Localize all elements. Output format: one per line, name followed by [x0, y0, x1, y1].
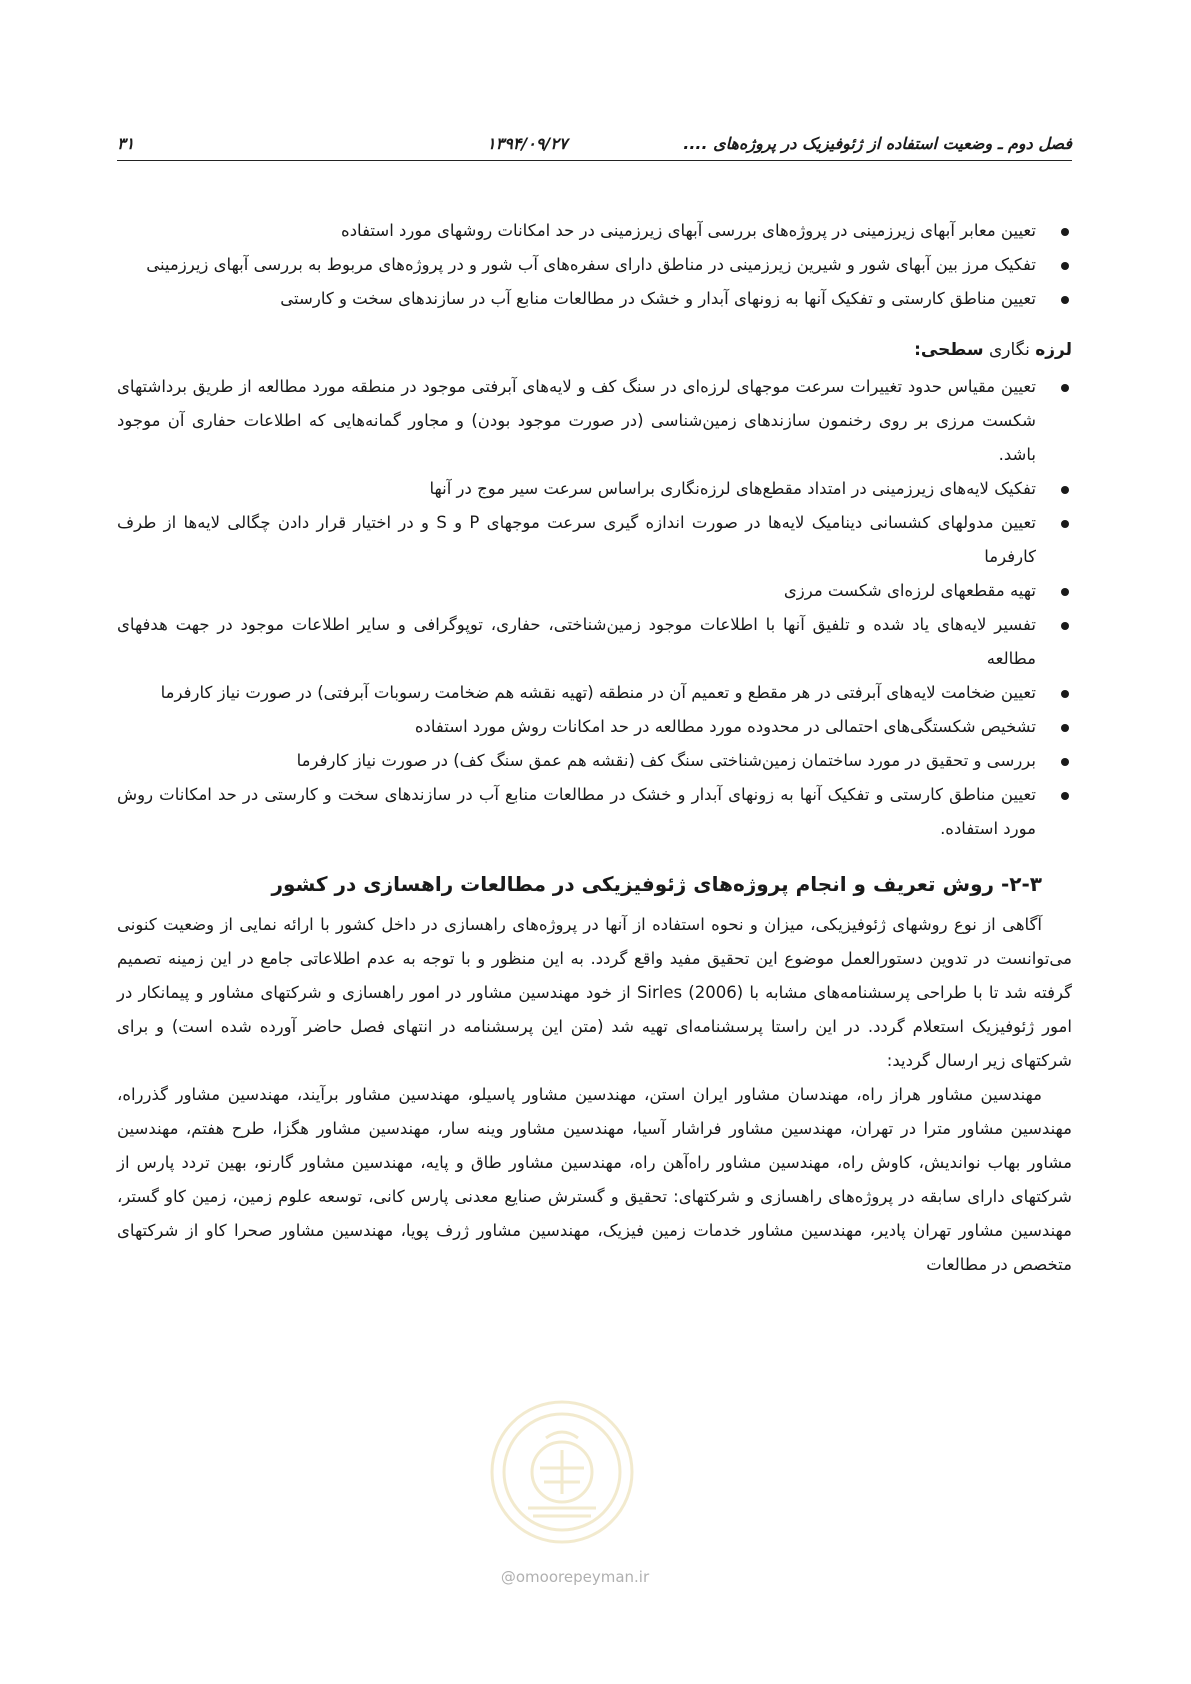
list-item: تعیین مدولهای کشسانی دینامیک لایه‌ها در صورت اندازه گیری سرعت موجهای P و S و در اختیار قرار دادن چگالی لایه‌ها از طرف کارفرما: [117, 506, 1072, 574]
bullet-icon: [1061, 690, 1069, 698]
list-item: تهیه مقطعهای لرزه‌ای شکست مرزی: [117, 574, 1072, 608]
bullet-icon: [1061, 228, 1069, 236]
chapter-title: فصل دوم ـ وضعیت استفاده از ژئوفیزیک در پروژه‌های ....: [683, 134, 1072, 153]
bullet-icon: [1061, 724, 1069, 732]
header-date: ۱۳۹۴/۰۹/۲۷: [487, 134, 568, 153]
subheading: لرزه نگاری سطحی:: [914, 340, 1072, 360]
watermark-text: @omoorepeyman.ir: [500, 1568, 650, 1586]
list-item: تعیین مناطق کارستی و تفکیک آنها به زونهای آبدار و خشک در مطالعات منابع آب در سازندهای سخت و کارستی: [117, 282, 1072, 316]
list-item: تعیین معابر آبهای زیرزمینی در پروژه‌های بررسی آبهای زیرزمینی در حد امکانات روشهای مورد استفاده: [117, 214, 1072, 248]
list-item: تعیین مناطق کارستی و تفکیک آنها به زونهای آبدار و خشک در مطالعات منابع آب در سازندهای سخت و کارستی در حد امکانات روش مورد استفاده.: [117, 778, 1072, 846]
watermark-seal-icon: [488, 1398, 636, 1546]
groundwater-list: [117, 214, 1072, 316]
page-number: ۳۱: [117, 134, 135, 153]
list-item: تعیین ضخامت لایه‌های آبرفتی در هر مقطع و تعمیم آن در منطقه (تهیه نقشه هم ضخامت رسوبات آبرفتی) در صورت نیاز کارفرما: [117, 676, 1072, 710]
paragraph: آگاهی از نوع روشهای ژئوفیزیکی، میزان و نحوه استفاده از آنها در پروژه‌های راهسازی در داخل کشور با ارائه نمایی از وضعیت کنونی می‌توانست در تدوین دستورالعمل موضوع این تحقیق مفید واقع گردد. به این منظور و با توجه به عدم اطلاعاتی جامع در این زمینه تصمیم گرفته شد تا با طراحی پرسشنامه‌های مشابه با Sirles (2006) از خود مهندسین مشاور در امور راهسازی و شرکتهای مشاور و پیمانکار در امور ژئوفیزیک استعلام گردد. در این راستا پرسشنامه‌ای تهیه شد (متن این پرسشنامه در انتهای فصل حاضر آورده شده است) و برای شرکتهای زیر ارسال گردید:: [117, 915, 1072, 1070]
bullet-icon: [1061, 520, 1069, 528]
paragraph: مهندسین مشاور هراز راه، مهندسان مشاور ایران استن، مهندسین مشاور پاسیلو، مهندسین مشاور برآیند، مهندسین مشاور گذرراه، مهندسین مشاور مترا در تهران، مهندسین مشاور فراشار آسیا، مهندسین مشاور وینه سار، مهندسین مشاور هگزا، طرح هفتم، مهندسین مشاور بهاب نواندیش، کاوش راه، مهندسین مشاور راه‌آهن راه، مهندسین مشاور طاق و پایه، مهندسین مشاور گارنو، بهین تردد پارس از شرکتهای دارای سابقه در پروژه‌های راهسازی و شرکتهای: تحقیق و گسترش صنایع معدنی پارس کانی، توسعه علوم زمین، زمین کاو گستر، مهندسین مشاور تهران پادیر، مهندسین مشاور خدمات زمین فیزیک، مهندسین مشاور ژرف پویا، مهندسین مشاور صحرا کاو از شرکتهای متخصص در مطالعات: [117, 1085, 1072, 1274]
seismic-list: [117, 370, 1072, 846]
list-item: تشخیص شکستگی‌های احتمالی در محدوده مورد مطالعه در حد امکانات روش مورد استفاده: [117, 710, 1072, 744]
bullet-icon: [1061, 296, 1069, 304]
bullet-icon: [1061, 622, 1069, 630]
section-heading: ۲-۳- روش تعریف و انجام پروژه‌های ژئوفیزیکی در مطالعات راهسازی در کشور: [271, 872, 1042, 896]
bullet-icon: [1061, 758, 1069, 766]
bullet-icon: [1061, 588, 1069, 596]
list-item: تفسیر لایه‌های یاد شده و تلفیق آنها با اطلاعات موجود زمین‌شناختی، حفاری، توپوگرافی و سایر اطلاعات موجود در جهت هدفهای مطالعه: [117, 608, 1072, 676]
list-item: بررسی و تحقیق در مورد ساختمان زمین‌شناختی سنگ کف (نقشه هم عمق سنگ کف) در صورت نیاز کارفرما: [117, 744, 1072, 778]
list-item: تفکیک مرز بین آبهای شور و شیرین زیرزمینی در مناطق دارای سفره‌های آب شور و در پروژه‌های مربوط به بررسی آبهای زیرزمینی: [117, 248, 1072, 282]
page-header: [117, 132, 1072, 161]
bullet-icon: [1061, 486, 1069, 494]
bullet-icon: [1061, 384, 1069, 392]
bullet-icon: [1061, 262, 1069, 270]
bullet-icon: [1061, 792, 1069, 800]
list-item: تفکیک لایه‌های زیرزمینی در امتداد مقطع‌های لرزه‌نگاری براساس سرعت سیر موج در آنها: [117, 472, 1072, 506]
list-item: تعیین مقیاس حدود تغییرات سرعت موجهای لرزه‌ای در سنگ کف و لایه‌های آبرفتی موجود در منطقه مورد مطالعه از طریق برداشتهای شکست مرزی بر روی رخنمون سازندهای زمین‌شناسی (در صورت موجود بودن) و مجاور گمانه‌هایی که اطلاعات حفاری آن موجود باشد.: [117, 370, 1072, 472]
body-content: [117, 214, 1072, 1282]
